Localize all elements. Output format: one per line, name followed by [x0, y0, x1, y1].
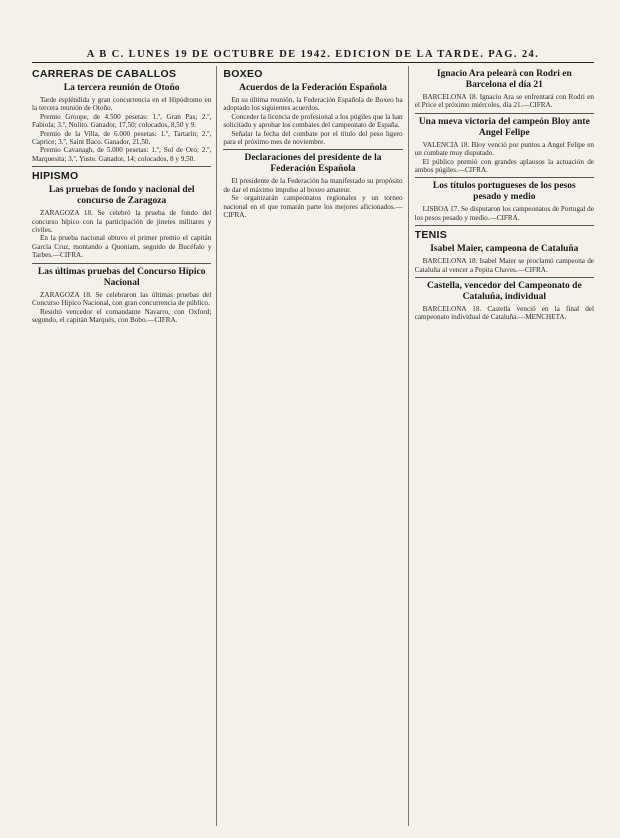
article-body	[415, 141, 594, 175]
article-paragraph: Tarde espléndida y gran concurrencia en el Hipódromo en la tercera reunión de Otoño.	[32, 96, 212, 113]
article-headline: Las últimas pruebas del Concurso Hípico Nacional	[37, 266, 206, 288]
section-divider	[415, 225, 594, 226]
article-paragraph: Señalar la fecha del combate por el título del peso ligero para el próximo mes de noviembre.	[223, 129, 403, 147]
article-headline: Los títulos portugueses de los pesos pesado y medio	[432, 181, 576, 203]
columns	[32, 66, 594, 826]
section-divider	[415, 113, 594, 114]
page-header: A B C. LUNES 19 DE OCTUBRE DE 1942. EDICION DE LA TARDE. PAG. 24.	[32, 48, 594, 63]
article-paragraph: Conceder la licencia de profesional a los púgiles que la han solicitado y aprobar los combates del campeonato de España.	[223, 112, 403, 130]
article-paragraph: En la prueba nacional obtuvo el primer premio el capitán García Cruz, montando a Quoniam, seguido de Bucéfalo y Tarbes.—CIFRA.	[32, 234, 212, 260]
article-body	[223, 177, 402, 219]
article-paragraph: ZARAGOZA 18. Se celebró la prueba de fondo del concurso hípico con la participación de jinetes militares y civiles.	[32, 209, 212, 235]
article-paragraph: El público premió con grandes aplausos la actuación de ambos púgiles.—CIFRA.	[414, 157, 594, 175]
section-divider	[32, 263, 211, 264]
article-headline: Ignacio Ara pelearà con Rodri en Barcelona el día 21	[436, 69, 572, 90]
section-title: CARRERAS DE CABALLOS	[32, 68, 177, 80]
column-1	[32, 66, 217, 826]
article-paragraph: BARCELONA 18. Castella venció en la final del campeonato individual de Cataluña.—MENCHETA.	[414, 305, 594, 322]
article-body	[32, 96, 211, 163]
section-title: TENIS	[414, 229, 448, 242]
article-headline: Una nueva victoria del campeón Bloy ante Angel Felipe	[418, 116, 590, 138]
article-paragraph: LISBOA 17. Se disputaron los campeonatos de Portugal de los pesos pesado y medio.—CIFRA.	[414, 205, 594, 222]
article-headline: Las pruebas de fondo y nacional del concurso de Zaragoza	[48, 185, 195, 207]
section-divider	[415, 277, 594, 278]
article-body	[415, 257, 594, 274]
article-body	[415, 93, 594, 110]
article-paragraph: Premio Cavanagh, de 5.000 pesetas: 1.º, Sol de Oro; 2.º, Marquesita; 3.º, Yuste. Ganador, 14; colocados, 8 y 9,50.	[32, 146, 212, 163]
article-headline: Acuerdos de la Federación Española	[239, 83, 387, 93]
column-3	[415, 66, 594, 826]
article-headline: Isabel Maier, campeona de Cataluña	[430, 244, 579, 255]
article-headline: Castella, vencedor del Campeonato de Cataluña, individual	[426, 281, 582, 303]
section-title: HIPISMO	[32, 170, 79, 183]
section-title: BOXEO	[223, 68, 263, 80]
article-body	[223, 96, 402, 146]
column-2	[223, 66, 408, 826]
article-paragraph: VALENCIA 18. Bloy venció por puntos a Angel Felipe en un combate muy disputado.	[414, 140, 594, 158]
article-body	[415, 305, 594, 322]
article-headline: La tercera reunión de Otoño	[63, 83, 180, 93]
section-divider	[32, 166, 211, 167]
article-headline: Declaraciones del presidente de la Federación Española	[244, 153, 382, 175]
article-paragraph: BARCELONA 18. Isabel Maier se proclamó campeona de Cataluña al vencer a Pepita Chaves.—CIFRA.	[414, 257, 594, 274]
article-body	[415, 205, 594, 222]
article-paragraph: Resultó vencedor el comandante Navarro, con Oxford; segundo, el capitán Marqués, con Bobo.—CIFRA.	[32, 307, 212, 324]
article-paragraph: BARCELONA 18. Ignacio Ara se enfrentará con Rodri en el Price el próximo miércoles, día 21.—CIFRA.	[414, 93, 594, 110]
section-divider	[415, 177, 594, 178]
article-paragraph: Premio de la Villa, de 6.000 pesetas: 1.º, Tartarín; 2.º, Caprice; 3.º, Saint Baco. Ganador, 21,50.	[32, 129, 212, 147]
article-paragraph: Se organizarán campeonatos regionales y un torneo nacional en el que tomarán parte los mejores aficionados.—CIFRA.	[223, 194, 403, 220]
article-paragraph: Premio Groupe, de 4.500 pesetas: 1.º, Gran Pas; 2.º, Fabiola; 3.º, Nolito. Ganador, 17,50; colocados, 8,50 y 9.	[32, 112, 212, 130]
article-paragraph: En su última reunión, la Federación Española de Boxeo ha adoptado los siguientes acuerdos.	[223, 96, 403, 113]
section-divider	[223, 149, 402, 150]
article-paragraph: ZARAGOZA 18. Se celebraron las últimas pruebas del Concurso Hípico Nacional, con gran concurrencia de público.	[32, 290, 212, 308]
article-paragraph: El presidente de la Federación ha manifestado su propósito de dar el máximo impulso al boxeo amateur.	[223, 177, 403, 194]
article-body	[32, 291, 211, 325]
article-body	[32, 209, 211, 259]
